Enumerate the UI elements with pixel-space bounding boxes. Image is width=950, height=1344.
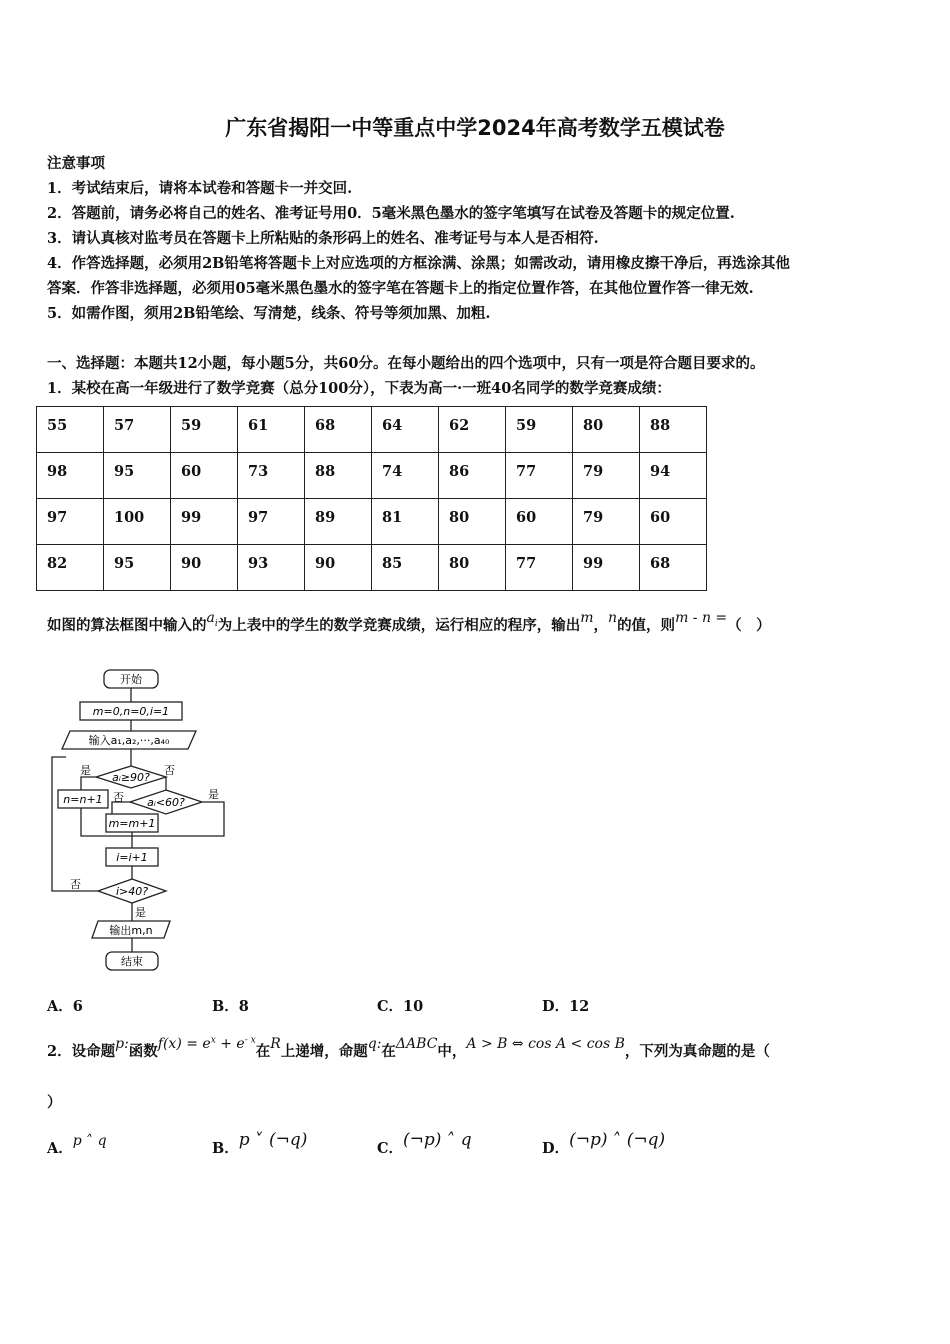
table-cell: 80 [573, 407, 640, 453]
table-cell: 57 [104, 407, 171, 453]
q1-text-d: （ ） [727, 617, 771, 634]
q2-stem: 2．设命题p:函数$f(x) = e^x + e^{- x}$在R上递增，命题q:在ΔABC中，A > B ⇔ cos A < cos B，下列为真命题的是（ [47, 1035, 770, 1060]
notice-item-1: 1．考试结束后，请将本试卷和答题卡一并交回. [47, 180, 353, 197]
table-cell: 85 [372, 545, 439, 591]
q1-stem: 1．某校在高一年级进行了数学竞赛（总分100分），下表为高一·一班40名同学的数学竞赛成绩： [47, 380, 671, 397]
q1-choice-d[interactable]: D．12 [542, 998, 590, 1015]
table-cell: 88 [640, 407, 707, 453]
table-cell: 77 [506, 545, 573, 591]
notice-item-2: 2．答题前，请务必将自己的姓名、准考证号用0．5毫米黑色墨水的签字笔填写在试卷及答题卡的规定位置. [47, 205, 735, 222]
notice-item-4: 4．作答选择题，必须用2B铅笔将答题卡上对应选项的方框涂满、涂黑；如需改动，请用橡皮擦干净后，再选涂其他 [47, 255, 790, 272]
q2-close-paren: ） [47, 1094, 62, 1111]
flow-no2: 否 [113, 791, 124, 804]
notice-item-5: 5．如需作图，须用2B铅笔绘、写清楚，线条、符号等须加黑、加粗. [47, 305, 491, 322]
q1-text-a: 如图的算法框图中输入的 [47, 617, 207, 634]
var-p: p: [115, 1036, 129, 1052]
table-cell: 97 [238, 499, 305, 545]
separator: ， [593, 617, 609, 634]
q2-choice-b[interactable]: B．p ˅ (¬q) [212, 1130, 308, 1157]
var-a: $a_i$ [206, 610, 218, 629]
flow-cond2-label: aᵢ<60? [147, 796, 185, 809]
table-cell: 74 [372, 453, 439, 499]
table-cell: 80 [439, 499, 506, 545]
q1-question-line [47, 610, 771, 637]
table-cell: 60 [171, 453, 238, 499]
flow-output-label: 输出m,n [109, 924, 153, 937]
table-cell: 90 [171, 545, 238, 591]
flow-yes3: 是 [135, 906, 146, 919]
table-cell: 64 [372, 407, 439, 453]
flow-init-label: m=0,n=0,i=1 [92, 705, 170, 718]
var-n: n [608, 610, 618, 626]
table-cell: 55 [37, 407, 104, 453]
table-cell: 60 [506, 499, 573, 545]
table-cell: 68 [305, 407, 372, 453]
notice-heading: 注意事项 [47, 155, 105, 172]
q1-choice-c[interactable]: C．10 [377, 998, 424, 1015]
table-cell: 89 [305, 499, 372, 545]
table-cell: 93 [238, 545, 305, 591]
table-cell: 62 [439, 407, 506, 453]
var-q: q: [367, 1036, 382, 1052]
q2-choice-c[interactable]: C．(¬p) ˄ q [377, 1130, 472, 1157]
flow-yes1: 是 [80, 764, 91, 777]
exam-title: 广东省揭阳一中等重点中学2024年高考数学五模试卷 [225, 116, 725, 140]
table-cell: 95 [104, 545, 171, 591]
flow-no1: 否 [164, 764, 175, 777]
table-cell: 100 [104, 499, 171, 545]
q1-text-b: 为上表中的学生的数学竞赛成绩，运行相应的程序，输出 [217, 617, 581, 634]
table-cell: 82 [37, 545, 104, 591]
q1-text-c: 的值，则 [617, 617, 676, 634]
algorithm-flowchart [40, 664, 240, 976]
table-row [37, 545, 707, 591]
var-m: m [580, 610, 594, 626]
table-row [37, 407, 707, 453]
set-R: R [270, 1036, 281, 1052]
table-cell: 88 [305, 453, 372, 499]
table-cell: 79 [573, 453, 640, 499]
q1-choice-a[interactable]: A．6 [47, 998, 83, 1015]
func-fx: $f(x) = e^x + e^{- x}$ [157, 1035, 256, 1052]
expr-m-minus-n: m - n = [675, 610, 728, 626]
q1-choice-b[interactable]: B．8 [212, 998, 249, 1015]
flow-end-label: 结束 [121, 955, 143, 968]
condition-expr: A > B ⇔ cos A < cos B [466, 1036, 625, 1052]
table-cell: 73 [238, 453, 305, 499]
flow-input-label: 输入a₁,a₂,···,a₄₀ [88, 734, 170, 747]
q2-choice-a[interactable]: A．p ˄ q [47, 1133, 107, 1157]
table-cell: 99 [171, 499, 238, 545]
notice-item-4-cont: 答案．作答非选择题，必须用05毫米黑色墨水的签字笔在答题卡上的指定位置作答，在其他位置作答一律无效. [47, 280, 754, 297]
flow-cond1-label: aᵢ≥90? [112, 771, 150, 784]
table-cell: 61 [238, 407, 305, 453]
table-cell: 59 [171, 407, 238, 453]
triangle-abc: ΔABC [395, 1036, 438, 1052]
table-cell: 90 [305, 545, 372, 591]
table-cell: 97 [37, 499, 104, 545]
table-cell: 98 [37, 453, 104, 499]
notice-item-3: 3．请认真核对监考员在答题卡上所粘贴的条形码上的姓名、准考证号与本人是否相符. [47, 230, 599, 247]
q2-choice-d[interactable]: D．(¬p) ˄ (¬q) [542, 1130, 666, 1157]
table-cell: 59 [506, 407, 573, 453]
table-cell: 60 [640, 499, 707, 545]
flow-yes2: 是 [208, 788, 219, 801]
flow-i-inc-label: i=i+1 [116, 851, 148, 864]
table-cell: 99 [573, 545, 640, 591]
flow-m-inc-label: m=m+1 [108, 817, 156, 830]
table-cell: 94 [640, 453, 707, 499]
table-cell: 79 [573, 499, 640, 545]
flow-no3: 否 [70, 878, 81, 891]
score-table [36, 406, 707, 591]
table-cell: 77 [506, 453, 573, 499]
section-heading: 一、选择题：本题共12小题，每小题5分，共60分。在每小题给出的四个选项中，只有一项是符合题目要求的。 [47, 355, 765, 372]
flow-cond3-label: i>40? [115, 885, 149, 898]
flow-start-label: 开始 [120, 673, 142, 686]
table-row [37, 453, 707, 499]
table-row [37, 499, 707, 545]
table-cell: 81 [372, 499, 439, 545]
table-cell: 86 [439, 453, 506, 499]
table-cell: 68 [640, 545, 707, 591]
table-cell: 95 [104, 453, 171, 499]
table-cell: 80 [439, 545, 506, 591]
flow-n-inc-label: n=n+1 [63, 793, 103, 806]
